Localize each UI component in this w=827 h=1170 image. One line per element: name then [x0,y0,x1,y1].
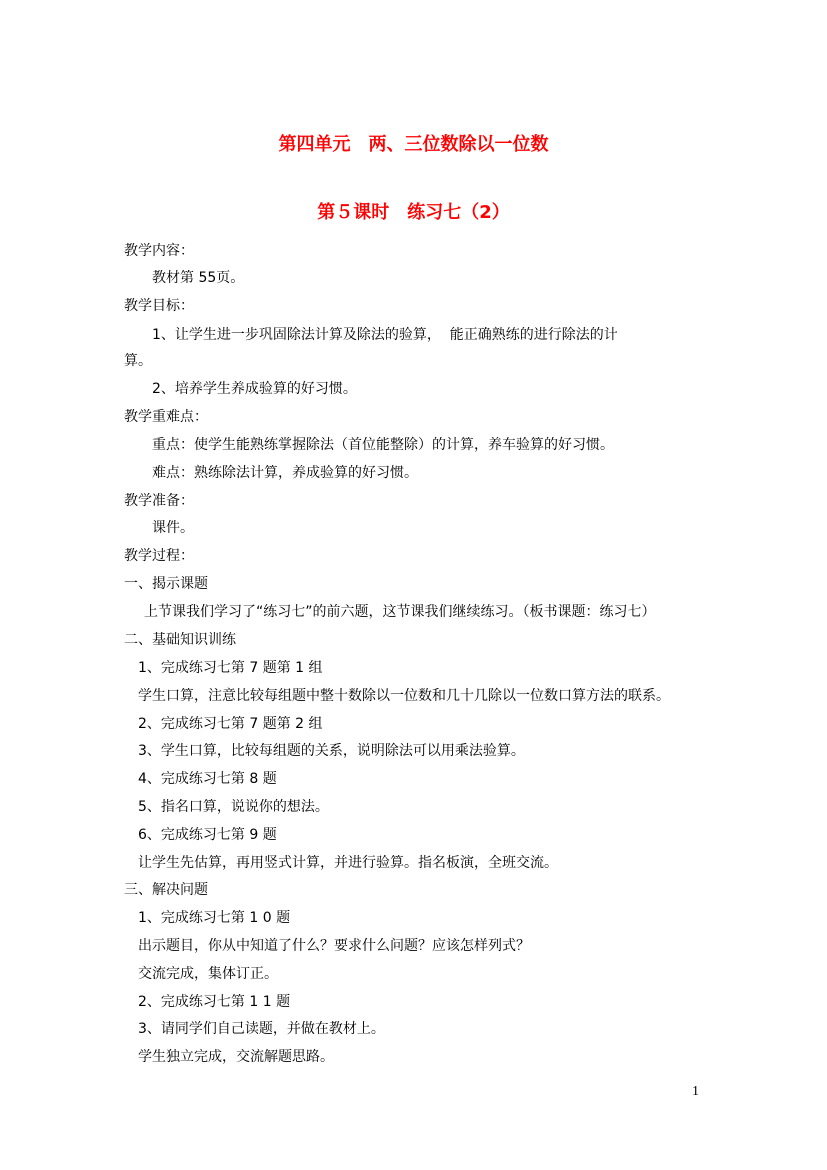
text-line: 2、完成练习七第 7 题第 2 组 [138,716,323,732]
text-line: 教材第 55页。 [152,270,245,286]
section-heading: 三、解决问题 [124,882,208,898]
text-line: 交流完成，集体订正。 [138,966,278,982]
text-line: 出示题目，你从中知道了什么？要求什么问题？应该怎样列式？ [138,938,530,954]
section-heading: 教学过程： [124,548,194,564]
text-line: 1、完成练习七第 7 题第 1 组 [138,660,323,676]
text-line: 学生独立完成，交流解题思路。 [138,1049,334,1065]
section-heading: 二、基础知识训练 [124,632,236,648]
section-heading: 教学目标： [124,298,194,314]
document-title: 第四单元 两、三位数除以一位数 [278,134,549,155]
text-line: 6、完成练习七第 9 题 [138,827,277,843]
page-number: 1 [692,1084,699,1099]
text-line: 3、学生口算，比较每组题的关系，说明除法可以用乘法验算。 [138,743,525,759]
text-line: 2、完成练习七第 1 1 题 [138,994,291,1010]
text-line: 算。 [124,353,152,369]
text-line: 课件。 [152,520,194,536]
text-line: 学生口算，注意比较每组题中整十数除以一位数和几十几除以一位数口算方法的联系。 [138,688,670,704]
section-heading: 一、揭示课题 [124,576,208,592]
text-line: 1、完成练习七第 1 0 题 [138,910,291,926]
text-line: 上节课我们学习了“练习七”的前六题，这节课我们继续练习。（板书课题：练习七） [144,604,656,620]
section-heading: 教学重难点： [124,409,208,425]
document-subtitle: 第５课时 练习七（2） [317,202,510,223]
text-line: 3、请同学们自己读题，并做在教材上。 [138,1021,385,1037]
text-line: 2、培养学生养成验算的好习惯。 [152,381,357,397]
text-line: 难点：熟练除法计算，养成验算的好习惯。 [152,465,418,481]
section-heading: 教学内容： [124,243,194,259]
text-line: 1、让学生进一步巩固除法计算及除法的验算， 能正确熟练的进行除法的计 [152,327,618,343]
text-line: 5、指名口算，说说你的想法。 [138,799,329,815]
text-line: 4、完成练习七第 8 题 [138,771,277,787]
section-heading: 教学准备： [124,493,194,509]
text-line: 重点：使学生能熟练掌握除法（首位能整除）的计算，养车验算的好习惯。 [152,437,614,453]
text-line: 让学生先估算，再用竖式计算，并进行验算。指名板演，全班交流。 [138,855,558,871]
